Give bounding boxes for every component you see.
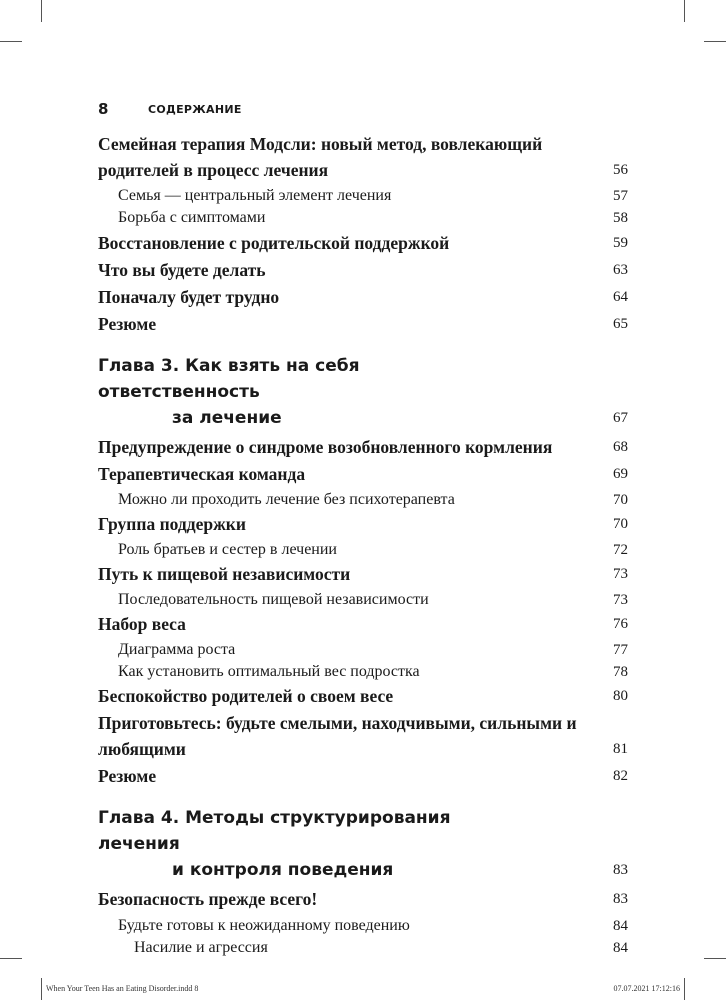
toc-entry-page: 83 bbox=[613, 891, 628, 907]
toc-entry-page: 84 bbox=[613, 918, 628, 934]
toc-entry-title: Диаграмма роста bbox=[118, 641, 236, 658]
toc-entry-title: Безопасность прежде всего! bbox=[98, 889, 318, 909]
toc-subentry bbox=[98, 207, 628, 229]
toc-subentry bbox=[98, 489, 628, 511]
toc-entry-title: Восстановление с родительской поддержкой bbox=[98, 233, 450, 253]
crop-mark bbox=[41, 0, 42, 22]
toc-entry-title: Резюме bbox=[98, 314, 157, 334]
toc-subentry bbox=[98, 915, 628, 937]
toc-entry-title: Последовательность пищевой независимости bbox=[118, 591, 429, 608]
toc-entry bbox=[98, 561, 628, 587]
toc-entry-page: 63 bbox=[613, 262, 628, 278]
toc-chapter bbox=[98, 353, 628, 431]
crop-mark bbox=[0, 958, 22, 959]
toc-entry-page: 64 bbox=[613, 289, 628, 305]
toc-subentry bbox=[98, 185, 628, 207]
chapter-title-line: за лечение bbox=[172, 408, 282, 428]
toc-entry-page: 67 bbox=[613, 410, 628, 426]
toc-entry-page: 58 bbox=[613, 210, 628, 226]
toc-entry bbox=[98, 461, 628, 487]
toc-entry-page: 70 bbox=[613, 516, 628, 532]
toc-entry-title: Роль братьев и сестер в лечении bbox=[118, 541, 337, 558]
crop-mark bbox=[684, 978, 685, 1000]
toc-entry bbox=[98, 886, 628, 912]
toc-entry-page: 73 bbox=[613, 566, 628, 582]
running-title: СОДЕРЖАНИЕ bbox=[148, 103, 242, 116]
slug-timestamp: 07.07.2021 17:12:16 bbox=[613, 984, 680, 993]
toc-entry-title: Беспокойство родителей о своем весе bbox=[98, 686, 394, 706]
toc-entry-title: Семья — центральный элемент лечения bbox=[118, 187, 392, 204]
chapter-title-line: Глава 3. Как взять на себя ответственность bbox=[98, 356, 360, 402]
toc-entry-title: Резюме bbox=[98, 766, 157, 786]
toc-entry bbox=[98, 311, 628, 337]
crop-mark bbox=[704, 958, 726, 959]
toc-entry-page: 59 bbox=[613, 235, 628, 251]
toc-entry-title: Насилие и агрессия bbox=[134, 939, 268, 956]
toc-entry-title: Можно ли проходить лечение без психотерапевта bbox=[118, 491, 455, 508]
crop-mark bbox=[684, 0, 685, 22]
toc-entry-page: 83 bbox=[613, 862, 628, 878]
toc-entry-title: Приготовьтесь: будьте смелыми, находчивыми, сильными и любящими bbox=[98, 713, 577, 759]
toc-entry-page: 65 bbox=[613, 316, 628, 332]
toc-entry-title: Семейная терапия Модсли: новый метод, вовлекающий родителей в процесс лечения bbox=[98, 134, 543, 180]
toc-entry-page: 73 bbox=[613, 592, 628, 608]
toc-entry bbox=[98, 683, 628, 709]
toc-subentry bbox=[98, 539, 628, 561]
toc-entry bbox=[98, 434, 628, 460]
chapter-title-line: Глава 4. Методы структурирования лечения bbox=[98, 808, 451, 854]
toc-entry-page: 76 bbox=[613, 616, 628, 632]
toc-entry bbox=[98, 257, 628, 283]
toc-entry-page: 56 bbox=[613, 162, 628, 178]
toc-entry bbox=[98, 611, 628, 637]
toc-entry bbox=[98, 284, 628, 310]
toc-entry-title: Как установить оптимальный вес подростка bbox=[118, 663, 420, 680]
toc-entry-title: Терапевтическая команда bbox=[98, 464, 306, 484]
toc-chapter bbox=[98, 805, 628, 883]
toc-entry-title: Борьба с симптомами bbox=[118, 209, 266, 226]
crop-mark bbox=[704, 41, 726, 42]
toc-entry-page: 77 bbox=[613, 642, 628, 658]
toc-entry-page: 81 bbox=[613, 741, 628, 757]
toc-entry-page: 84 bbox=[613, 940, 628, 956]
toc-entry-page: 72 bbox=[613, 542, 628, 558]
toc-subentry bbox=[98, 661, 628, 683]
table-of-contents bbox=[98, 131, 628, 959]
toc-entry-page: 57 bbox=[613, 188, 628, 204]
toc-entry-page: 68 bbox=[613, 439, 628, 455]
toc-subentry bbox=[98, 589, 628, 611]
toc-entry-page: 78 bbox=[613, 664, 628, 680]
toc-entry-title: Что вы будете делать bbox=[98, 260, 266, 280]
toc-entry bbox=[98, 763, 628, 789]
toc-entry bbox=[98, 710, 628, 762]
toc-entry bbox=[98, 511, 628, 537]
crop-mark bbox=[0, 41, 22, 42]
toc-entry bbox=[98, 230, 628, 256]
slug-filename: When Your Teen Has an Eating Disorder.indd 8 bbox=[46, 984, 199, 993]
toc-entry-title: Набор веса bbox=[98, 614, 186, 634]
running-header bbox=[98, 100, 726, 124]
toc-entry-title: Поначалу будет трудно bbox=[98, 287, 280, 307]
toc-entry-page: 80 bbox=[613, 688, 628, 704]
toc-entry-title: Путь к пищевой независимости bbox=[98, 564, 351, 584]
page-number: 8 bbox=[98, 100, 109, 118]
toc-subsubentry bbox=[98, 937, 628, 959]
toc-subentry bbox=[98, 639, 628, 661]
chapter-title-line: и контроля поведения bbox=[172, 860, 394, 880]
toc-entry-page: 70 bbox=[613, 492, 628, 508]
toc-entry-page: 82 bbox=[613, 768, 628, 784]
crop-mark bbox=[41, 978, 42, 1000]
toc-entry-title: Будьте готовы к неожиданному поведению bbox=[118, 917, 410, 934]
toc-entry bbox=[98, 131, 628, 183]
toc-entry-title: Предупреждение о синдроме возобновленного кормления bbox=[98, 437, 553, 457]
toc-entry-page: 69 bbox=[613, 466, 628, 482]
toc-entry-title: Группа поддержки bbox=[98, 514, 246, 534]
